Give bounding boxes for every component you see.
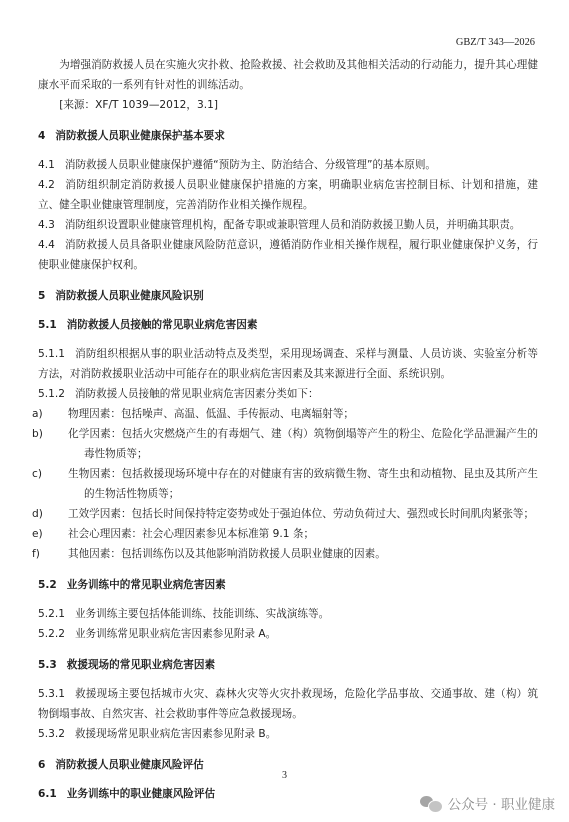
section-4-heading: 4 消防救援人员职业健康保护基本要求 xyxy=(38,130,225,142)
clause-4-4: 4.4 消防救援人员具备职业健康风险防范意识，遵循消防作业相关操作规程，履行职业健康保护义务，行使职业健康保护权利。 xyxy=(38,239,538,271)
section-5-1-heading: 5.1 消防救援人员接触的常见职业病危害因素 xyxy=(38,319,258,331)
list-item: d) 工效学因素：包括长时间保持特定姿势或处于强迫体位、劳动负荷过大、强烈或长时间肌肉紧张等； xyxy=(32,508,535,520)
intro-paragraph: 为增强消防救援人员在实施火灾扑救、抢险救援、社会救助及其他相关活动的行动能力，提升其心理健康水平而采取的一系列有针对性的训练活动。 xyxy=(38,59,538,91)
list-item: a) 物理因素：包括噪声、高温、低温、手传振动、电离辐射等； xyxy=(32,408,355,420)
section-5-3-heading: 5.3 救援现场的常见职业病危害因素 xyxy=(38,659,216,671)
list-item: c) 生物因素：包括救援现场环境中存在的对健康有害的致病微生物、寄生虫和动植物、昆虫及其所产生的生物活性物质等； xyxy=(32,468,538,500)
section-5-heading: 5 消防救援人员职业健康风险识别 xyxy=(38,290,204,302)
wechat-icon xyxy=(420,795,442,811)
standard-code: GBZ/T 343—2026 xyxy=(455,37,535,48)
list-item: e) 社会心理因素：社会心理因素参见本标准第 9.1 条； xyxy=(32,528,315,540)
clause-5-1-1: 5.1.1 消防组织根据从事的职业活动特点及类型，采用现场调查、采样与测量、人员访谈、实验室分析等方法，对消防救援职业活动中可能存在的职业病危害因素及其来源进行全面、系统识别。 xyxy=(38,348,538,380)
watermark-text: 公众号 · 职业健康 xyxy=(447,797,555,813)
list-item: b) 化学因素：包括火灾燃烧产生的有毒烟气、建（构）筑物倒塌等产生的粉尘、危险化学品泄漏产生的毒性物质等； xyxy=(32,428,538,460)
watermark xyxy=(420,793,555,813)
page-number: 3 xyxy=(282,770,287,781)
page-content xyxy=(32,55,538,804)
clause-5-2-1: 5.2.1 业务训练主要包括体能训练、技能训练、实战演练等。 xyxy=(38,608,330,620)
clause-4-1: 4.1 消防救援人员职业健康保护遵循“预防为主、防治结合、分级管理”的基本原则。 xyxy=(38,159,437,171)
section-5-2-heading: 5.2 业务训练中的常见职业病危害因素 xyxy=(38,579,226,591)
section-6-heading: 6 消防救援人员职业健康风险评估 xyxy=(38,759,204,771)
clause-5-3-2: 5.3.2 救援现场常见职业病危害因素参见附录 B。 xyxy=(38,728,277,740)
clause-4-3: 4.3 消防组织设置职业健康管理机构，配备专职或兼职管理人员和消防救援卫勤人员，并明确其职责。 xyxy=(38,219,521,231)
section-6-1-heading: 6.1 业务训练中的职业健康风险评估 xyxy=(38,788,216,800)
clause-5-3-1: 5.3.1 救援现场主要包括城市火灾、森林火灾等火灾扑救现场，危险化学品事故、交通事故、建（构）筑物倒塌事故、自然灾害、社会救助事件等应急救援现场。 xyxy=(38,688,538,720)
intro-source: [来源：XF/T 1039—2012，3.1] xyxy=(59,99,218,111)
clause-5-2-2: 5.2.2 业务训练常见职业病危害因素参见附录 A。 xyxy=(38,628,277,640)
list-item: f) 其他因素：包括训练伤以及其他影响消防救援人员职业健康的因素。 xyxy=(32,548,386,560)
clause-5-1-2: 5.1.2 消防救援人员接触的常见职业病危害因素分类如下： xyxy=(38,388,319,400)
clause-4-2: 4.2 消防组织制定消防救援人员职业健康保护措施的方案，明确职业病危害控制目标、计划和措施，建立、健全职业健康管理制度，完善消防作业相关操作规程。 xyxy=(38,179,538,211)
